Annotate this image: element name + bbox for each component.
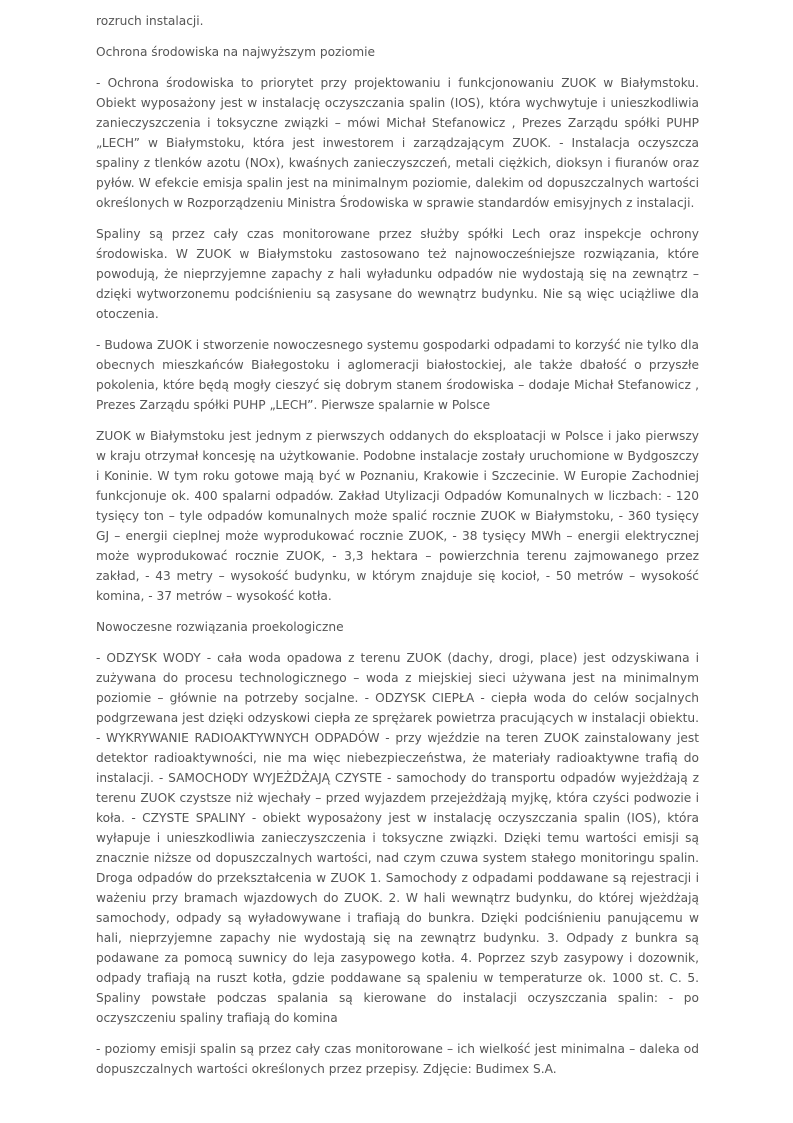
- paragraph-environment-quote: - Ochrona środowiska to priorytet przy projektowaniu i funkcjonowaniu ZUOK w Białymstoku. Obiekt wyposażony jest w instalację oczyszczania spalin (IOS), która wychwytuje i unieszkodliwia zanieczyszczenia i toksyczne związki – mówi Michał Stefanowicz , Prezes Zarządu spółki PUHP „LECH” w Białymstoku, która jest inwestorem i zarządzającym ZUOK. - Instalacja oczyszcza spaliny z tlenków azotu (NOx), kwaśnych zanieczyszczeń, metali ciężkich, dioksyn i fiuranów oraz pyłów. W efekcie emisja spalin jest na minimalnym poziomie, dalekim od dopuszczalnych wartości określonych w Rozporządzeniu Ministra Środowiska w sprawie standardów emisyjnych z instalacji.: [96, 76, 699, 210]
- document-page: [96, 11, 699, 1090]
- paragraph-emission-levels: - poziomy emisji spalin są przez cały czas monitorowane – ich wielkość jest minimalna – daleka od dopuszczalnych wartości określonych przez przepisy. Zdjęcie: Budimex S.A.: [96, 1042, 699, 1076]
- paragraph-continuation: rozruch instalacji.: [96, 14, 204, 28]
- paragraph-monitoring: Spaliny są przez cały czas monitorowane przez służby spółki Lech oraz inspekcje ochrony środowiska. W ZUOK w Białymstoku zastosowano też najnowocześniejsze rozwiązania, które powodują, że nieprzyjemne zapachy z hali wyładunku odpadów nie wydostają się na zewnątrz – dzięki wytworzonemu podciśnieniu są zasysane do wewnątrz budynku. Nie są więc uciążliwe dla otoczenia.: [96, 227, 699, 321]
- section-heading-proecological: Nowoczesne rozwiązania proekologiczne: [96, 620, 344, 634]
- paragraph-modern-solutions: - ODZYSK WODY - cała woda opadowa z terenu ZUOK (dachy, drogi, place) jest odzyskiwana i zużywana do procesu technologicznego – woda z miejskiej sieci używana jest na minimalnym poziomie – głównie na potrzeby socjalne. - ODZYSK CIEPŁA - ciepła woda do celów socjalnych podgrzewana jest dzięki odzyskowi ciepła ze sprężarek powietrza pracujących w instalacji obiektu. - WYKRYWANIE RADIOAKTYWNYCH ODPADÓW - przy wjeździe na teren ZUOK zainstalowany jest detektor radioaktywności, nie ma więc niebezpieczeństwa, że materiały radioaktywne trafią do instalacji. - SAMOCHODY WYJEŻDŻAJĄ CZYSTE - samochody do transportu odpadów wyjeżdżają z terenu ZUOK czystsze niż wjechały – przed wyjazdem przejeżdżają myjkę, która czyści podwozie i koła. - CZYSTE SPALINY - obiekt wyposażony jest w instalację oczyszczania spalin (IOS), która wyłapuje i unieszkodliwia zanieczyszczenia i toksyczne związki. Dzięki temu wartości emisji są znacznie niższe od dopuszczalnych wartości, nad czym czuwa system stałego monitoringu spalin. Droga odpadów do przekształcenia w ZUOK 1. Samochody z odpadami poddawane są rejestracji i ważeniu przy bramach wjazdowych do ZUOK. 2. W hali wewnątrz budynku, do której wjeżdżają samochody, odpady są wyładowywane i trafiają do bunkra. Dzięki podciśnieniu panującemu w hali, nieprzyjemne zapachy nie wydostają się na zewnątrz budynku. 3. Odpady z bunkra są podawane za pomocą suwnicy do leja zasypowego kotła. 4. Poprzez szyb zasypowy i dozownik, odpady trafiają na ruszt kotła, gdzie poddawane są spaleniu w temperaturze ok. 1000 st. C. 5. Spaliny powstałe podczas spalania są kierowane do instalacji oczyszczania spalin: - po oczyszczeniu spaliny trafiają do komina: [96, 651, 699, 1025]
- paragraph-zuok-numbers: ZUOK w Białymstoku jest jednym z pierwszych oddanych do eksploatacji w Polsce i jako pierwszy w kraju otrzymał koncesję na użytkowanie. Podobne instalacje zostały uruchomione w Bydgoszczy i Koninie. W tym roku gotowe mają być w Poznaniu, Krakowie i Szczecinie. W Europie Zachodniej funkcjonuje ok. 400 spalarni odpadów. Zakład Utylizacji Odpadów Komunalnych w liczbach: - 120 tysięcy ton – tyle odpadów komunalnych może spalić rocznie ZUOK w Białymstoku, - 360 tysięcy GJ – energii cieplnej może wyprodukować rocznie ZUOK, - 38 tysięcy MWh – energii elektrycznej może wyprodukować rocznie ZUOK, - 3,3 hektara – powierzchnia terenu zajmowanego przez zakład, - 43 metry – wysokość budynku, w którym znajduje się kocioł, - 50 metrów – wysokość komina, - 37 metrów – wysokość kotła.: [96, 429, 699, 603]
- section-heading-environment: Ochrona środowiska na najwyższym poziomie: [96, 45, 376, 59]
- paragraph-future-generations: - Budowa ZUOK i stworzenie nowoczesnego systemu gospodarki odpadami to korzyść nie tylko dla obecnych mieszkańców Białegostoku i aglomeracji białostockiej, ale także dbałość o przyszłe pokolenia, które będą mogły cieszyć się dobrym stanem środowiska – dodaje Michał Stefanowicz , Prezes Zarządu spółki PUHP „LECH”. Pierwsze spalarnie w Polsce: [96, 338, 699, 412]
